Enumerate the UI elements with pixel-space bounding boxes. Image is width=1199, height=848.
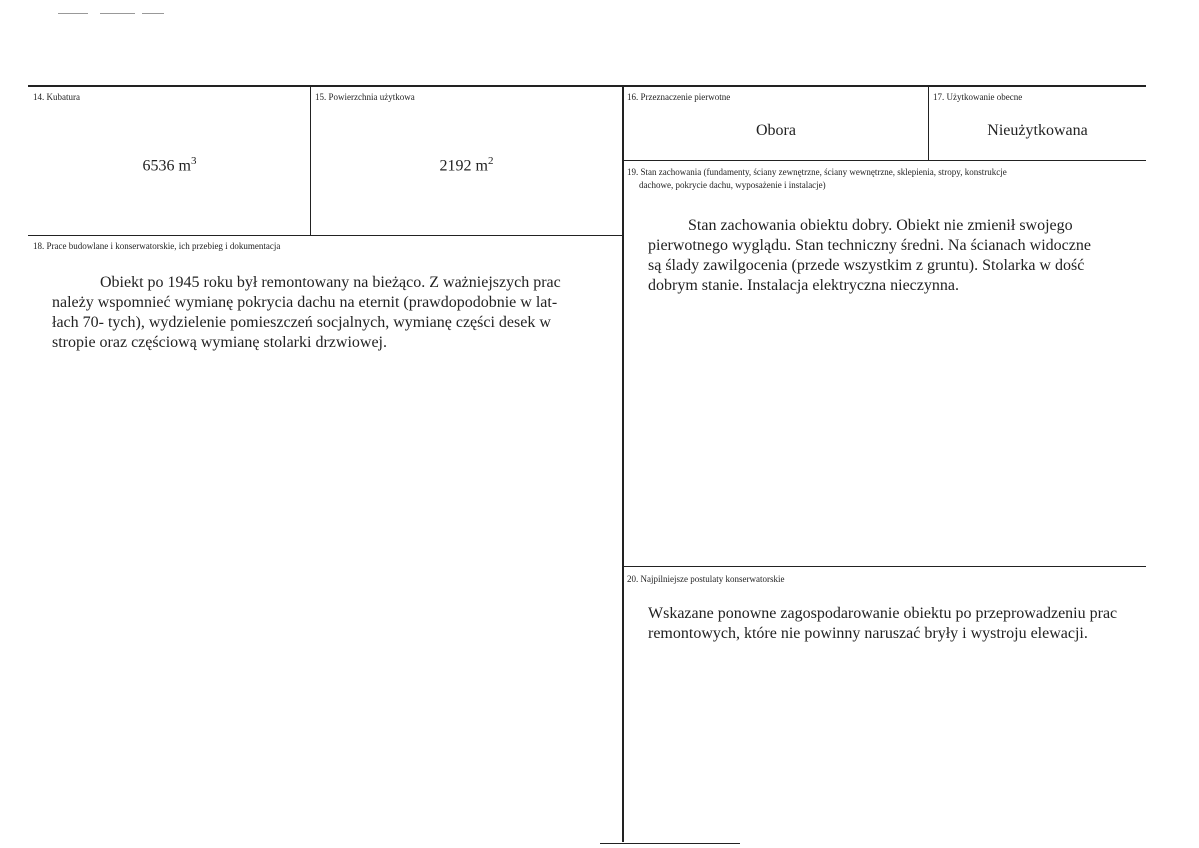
field-label: 14. Kubatura — [33, 92, 80, 102]
row-divider-right-1 — [623, 160, 1146, 161]
prace-text — [52, 273, 604, 353]
scan-mark — [142, 13, 164, 14]
text-line: pierwotnego wyglądu. Stan techniczny średni. Na ścianach widoczne — [648, 237, 1091, 254]
field-label-continued: dachowe, pokrycie dachu, wyposażenie i instalacje) — [639, 180, 826, 190]
kubatura-value: 6536 $m^3$ — [142, 155, 197, 175]
text-line: Obiekt po 1945 roku był remontowany na bieżąco. Z ważniejszych prac — [100, 274, 561, 291]
bottom-border — [600, 843, 740, 844]
text-line: należy wspomnieć wymianę pokrycia dachu na eternit (prawdopodobnie w lat- — [52, 294, 558, 311]
text-line: łach 70- tych), wydzielenie pomieszczeń socjalnych, wymianę części desek w — [52, 314, 551, 331]
text-line: dobrym stanie. Instalacja elektryczna nieczynna. — [648, 277, 959, 294]
center-divider — [622, 87, 624, 842]
text-line: remontowych, które nie powinny naruszać bryły i wystroju elewacji. — [648, 625, 1088, 642]
field-label: 17. Użytkowanie obecne — [933, 92, 1023, 102]
row-divider-right-2 — [623, 566, 1146, 567]
field-label: 15. Powierzchnia użytkowa — [315, 92, 415, 102]
postulaty-text — [648, 604, 1146, 644]
text-line: są ślady zawilgocenia (przede wszystkim z gruntu). Stolarka w dość — [648, 257, 1085, 274]
scan-mark — [100, 13, 135, 14]
text-line: stropie oraz częściową wymianę stolarki drzwiowej. — [52, 334, 387, 351]
powierzchnia-value: 2192 $m^2$ — [439, 155, 494, 175]
text-line: Wskazane ponowne zagospodarowanie obiektu po przeprowadzeniu prac — [648, 605, 1118, 622]
field-label: 18. Prace budowlane i konserwatorskie, ich przebieg i dokumentacja — [33, 241, 281, 251]
row-divider-left — [28, 235, 623, 236]
text-line: Stan zachowania obiektu dobry. Obiekt nie zmienił swojego — [688, 217, 1073, 234]
uzytkowanie-value: Nieużytkowana — [987, 122, 1088, 139]
przeznaczenie-value: Obora — [756, 122, 796, 139]
field-label: 16. Przeznaczenie pierwotne — [627, 92, 731, 102]
field-label: 20. Najpilniejsze postulaty konserwatorskie — [627, 574, 785, 584]
field-label: 19. Stan zachowania (fundamenty, ściany zewnętrzne, ściany wewnętrzne, sklepienia, stropy, konstrukcje — [627, 167, 1007, 177]
top-border — [28, 85, 1146, 87]
scan-mark — [58, 13, 88, 14]
stan-text — [648, 216, 1131, 296]
